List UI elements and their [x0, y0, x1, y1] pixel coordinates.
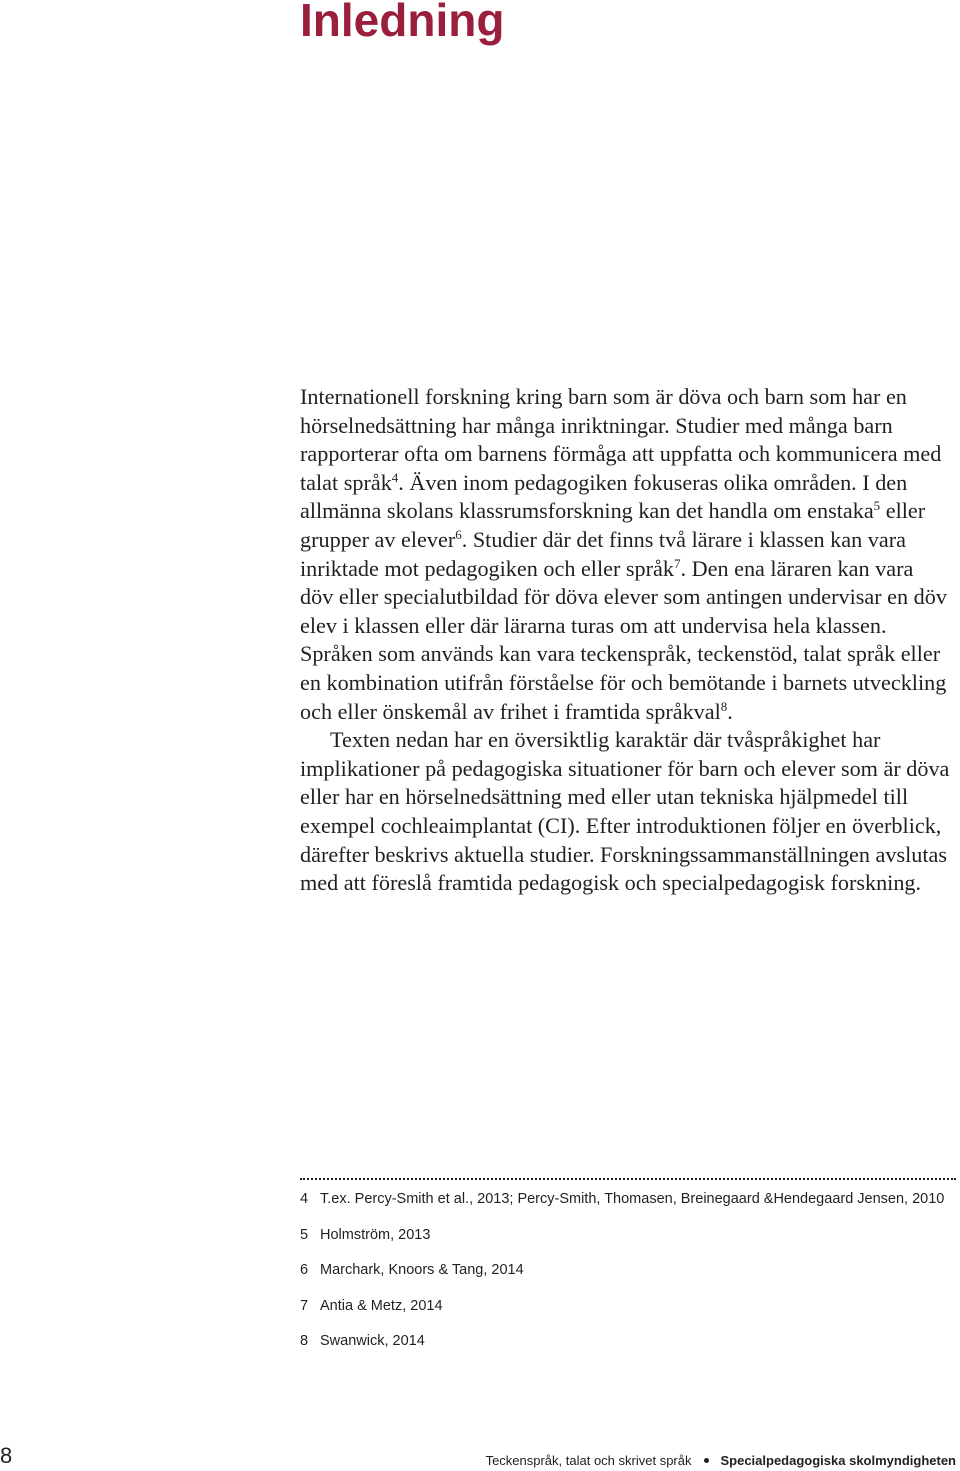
paragraph-1-text-a: Internationell forskning kring barn som är döva och barn som har en hörselnedsättning har många inriktningar. Studier med många barn rapporterar ofta om barnens förmåga att uppfatta och kommunicera med talat språk: [300, 384, 942, 495]
running-footer: [486, 1452, 956, 1470]
paragraph-2: Texten nedan har en översiktlig karaktär där tvåspråkighet har implikationer på pedagogiska situationer för barn och elever som är döva eller har en hörselnedsättning med eller utan tekniska hjälpmedel till exempel cochleaimplantat (CI). Efter introduktionen följer en överblick, därefter beskrivs aktuella studier. Forskningssammanställningen avslutas med att föreslå framtida pedagogisk och specialpedagogisk forskning.: [300, 727, 950, 896]
paragraph-1-text-e: . Den ena läraren kan vara döv eller specialutbildad för döva elever som antingen undervisar en döv elev i klassen eller där lärarna turas om att undervisa hela klassen. Språken som används kan vara teckenspråk, teckenstöd, talat språk eller en kombination utifrån förståelse för och bemötande i barnets utveckling och eller önskemål av frihet i framtida språkval: [300, 555, 947, 724]
footnote-item: [300, 1188, 956, 1210]
page-title: Inledning: [300, 0, 505, 46]
footnote-item: [300, 1330, 956, 1352]
footnote-number: 6: [300, 1262, 309, 1278]
footer-book-title: Teckenspråk, talat och skrivet språk: [485, 1453, 692, 1468]
footnotes-list: [300, 1188, 956, 1366]
footnote-ref-5[interactable]: 5: [873, 498, 881, 514]
footnote-ref-6[interactable]: 6: [455, 526, 462, 542]
paragraph-1-text-f: .: [727, 698, 733, 724]
footnote-divider: [300, 1178, 956, 1180]
bullet-separator-icon: [704, 1458, 709, 1463]
footnote-text: T.ex. Percy-Smith et al., 2013; Percy-Smith, Thomasen, Breinegaard &Hendegaard Jensen, 2010: [320, 1191, 945, 1207]
footnote-ref-4[interactable]: 4: [391, 469, 399, 485]
footnote-item: [300, 1295, 956, 1317]
footnote-ref-7[interactable]: 7: [673, 555, 681, 571]
footnote-item: [300, 1224, 956, 1246]
body-text: [300, 383, 952, 898]
footnote-item: [300, 1259, 956, 1281]
footnote-number: 4: [300, 1191, 309, 1207]
footnote-number: 8: [300, 1333, 309, 1349]
paragraph-1-text-c: eller grupper av elever: [300, 498, 926, 552]
footnote-text: Antia & Metz, 2014: [320, 1297, 443, 1314]
footnote-number: 5: [300, 1226, 309, 1243]
footnote-text: Holmström, 2013: [320, 1226, 431, 1243]
paragraph-1: [300, 383, 952, 726]
footnote-text: Swanwick, 2014: [320, 1333, 425, 1349]
page-number: 8: [0, 1443, 13, 1468]
footnote-ref-8[interactable]: 8: [720, 698, 728, 714]
footnote-number: 7: [300, 1297, 309, 1314]
footnote-text: Marchark, Knoors & Tang, 2014: [320, 1262, 524, 1278]
paragraph-1-text-d: . Studier där det finns två lärare i klassen kan vara inriktade mot pedagogiken och eller språk: [300, 526, 906, 581]
footer-organization: Specialpedagogiska skolmyndigheten: [720, 1453, 956, 1468]
paragraph-1-text-b: . Även inom pedagogiken fokuseras olika områden. I den allmänna skolans klassrumsforskning kan det handla om enstaka: [300, 469, 908, 524]
